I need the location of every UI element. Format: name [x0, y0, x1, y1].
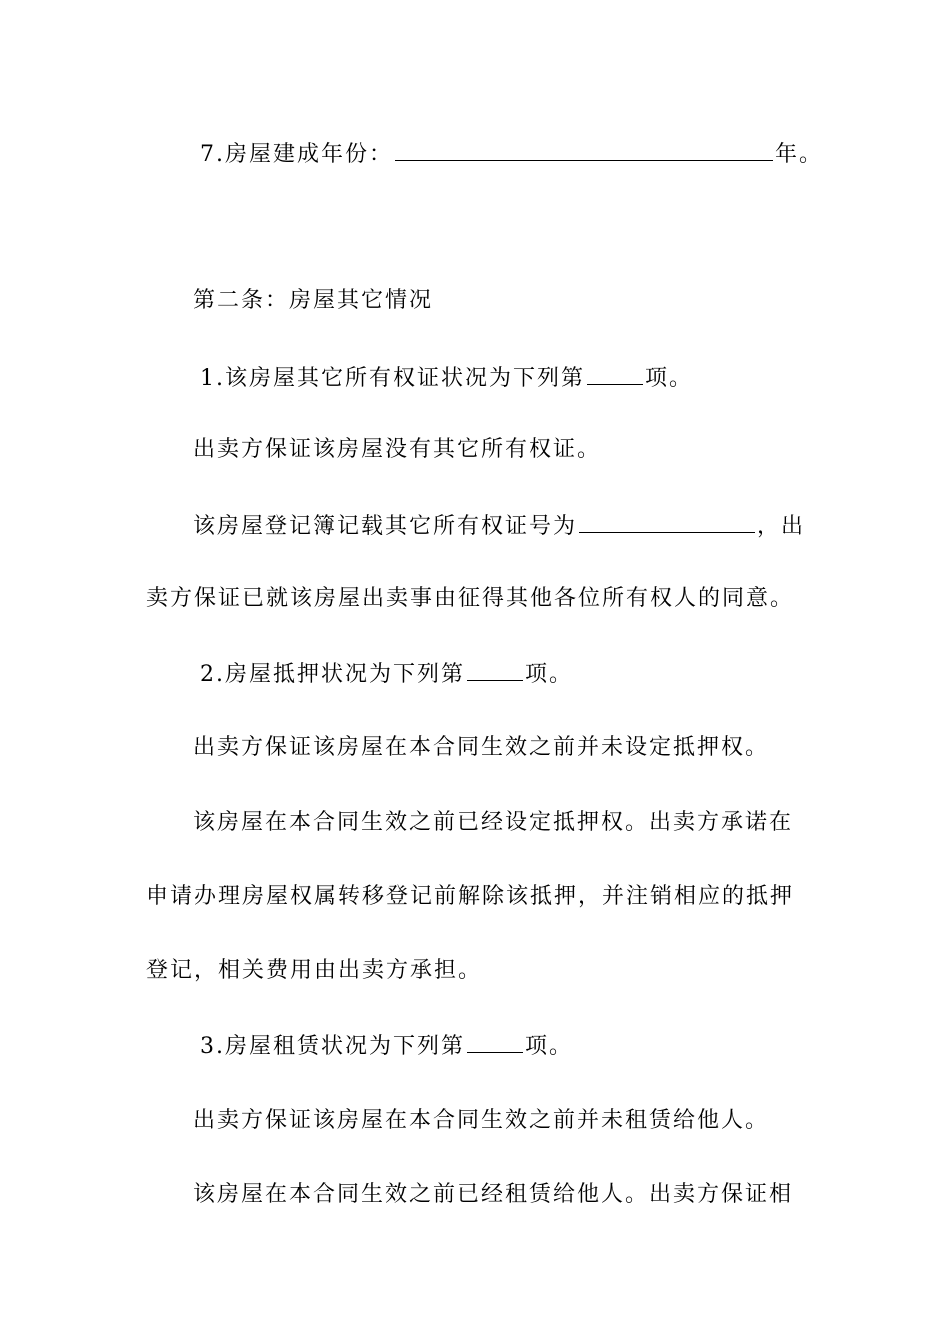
item-7-line	[0, 138, 950, 170]
item-7-label: 7.房屋建成年份：	[200, 142, 393, 167]
item-2-line	[0, 658, 950, 690]
item-3-blank[interactable]	[467, 1030, 523, 1053]
item-1-suffix: 项。	[645, 366, 694, 391]
item-1-option-1: 出卖方保证该房屋没有其它所有权证。	[193, 437, 602, 462]
certificate-number-blank[interactable]	[579, 510, 755, 533]
item-2-text: 2.房屋抵押状况为下列第	[200, 662, 465, 687]
item-1-text: 1.该房屋其它所有权证状况为下列第	[200, 366, 585, 391]
item-7-suffix: 年。	[775, 142, 824, 167]
item-1-blank[interactable]	[587, 362, 643, 385]
item-3-line	[0, 1030, 950, 1062]
item-1-option-2-line-1	[0, 510, 950, 542]
item-3-option-1: 出卖方保证该房屋在本合同生效之前并未租赁给他人。	[193, 1108, 770, 1133]
item-2-option-2-line-3: 登记，相关费用由出卖方承担。	[146, 958, 483, 983]
item-1-option-2-text: 该房屋登记簿记载其它所有权证号为	[193, 514, 578, 539]
item-1-option-2-line-2: 卖方保证已就该房屋出卖事由征得其他各位所有权人的同意。	[146, 586, 795, 611]
item-3-option-2-line-1: 该房屋在本合同生效之前已经租赁给他人。出卖方保证相	[193, 1182, 794, 1207]
item-2-suffix: 项。	[525, 662, 574, 687]
year-built-blank[interactable]	[395, 138, 773, 161]
article-2-title: 第二条：房屋其它情况	[193, 288, 434, 313]
item-2-option-2-line-2: 申请办理房屋权属转移登记前解除该抵押，并注销相应的抵押	[146, 884, 795, 909]
item-1-option-2-suffix: ，出	[757, 514, 806, 539]
item-2-blank[interactable]	[467, 658, 523, 681]
item-3-text: 3.房屋租赁状况为下列第	[200, 1034, 465, 1059]
item-3-suffix: 项。	[525, 1034, 574, 1059]
item-1-line	[0, 362, 950, 394]
item-2-option-2-line-1: 该房屋在本合同生效之前已经设定抵押权。出卖方承诺在	[193, 810, 794, 835]
item-2-option-1: 出卖方保证该房屋在本合同生效之前并未设定抵押权。	[193, 735, 770, 760]
